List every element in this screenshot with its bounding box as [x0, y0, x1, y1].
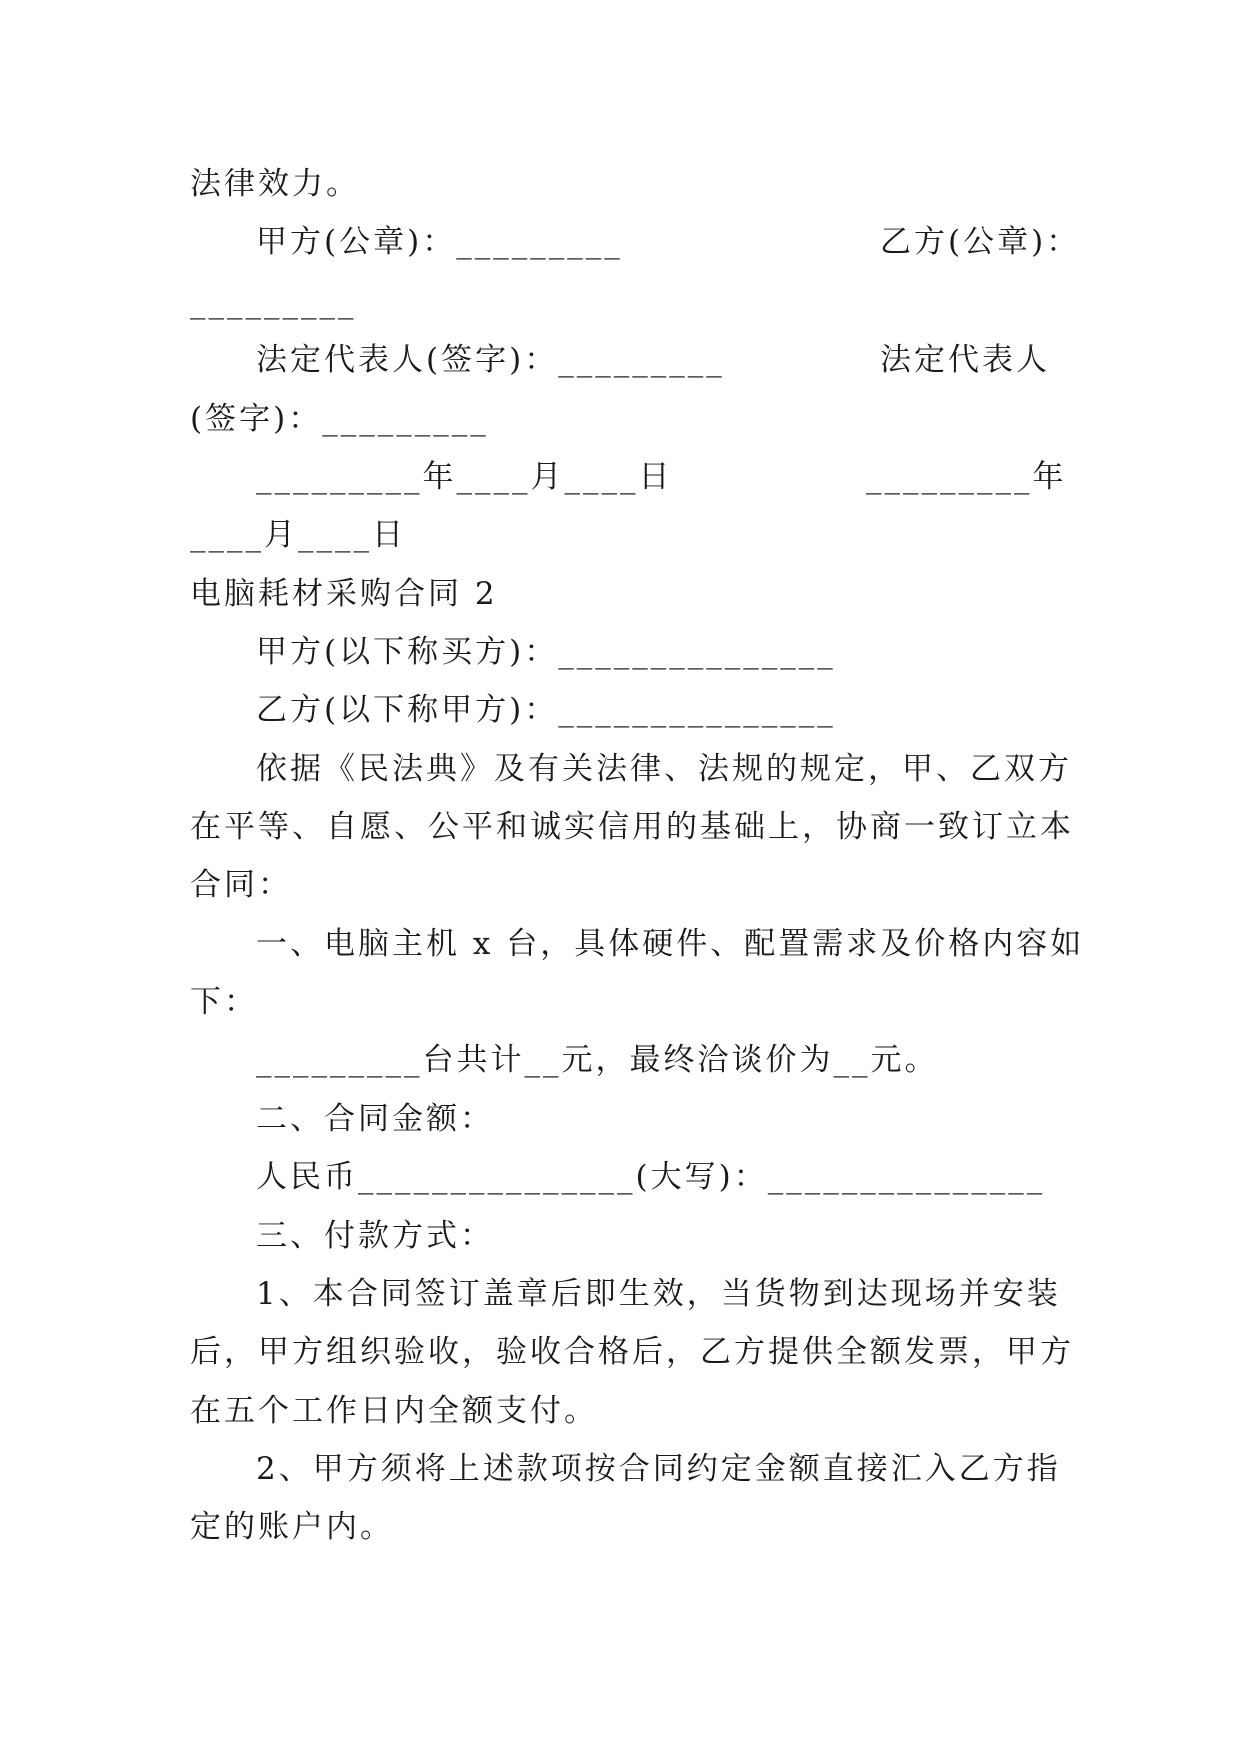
amount-line: 人民币_______________(大写)：_______________: [256, 1159, 1046, 1195]
text-line: 在五个工作日内全额支付。: [190, 1393, 598, 1429]
party-a-seal-line: 甲方(公章)：_________: [256, 224, 623, 260]
text-line: 1、本合同签订盖章后即生效，当货物到达现场并安装: [256, 1276, 1061, 1312]
party-b-date-rest: ____月____日: [190, 517, 406, 553]
buyer-line: 甲方(以下称买方)：_______________: [256, 634, 836, 670]
party-a-rep-line: 法定代表人(签字)：_________: [256, 342, 725, 378]
text-line: 定的账户内。: [190, 1509, 394, 1545]
party-b-rep-label: 法定代表人: [880, 342, 1050, 378]
party-b-date-year: _________年: [866, 459, 1067, 495]
text-line: 依据《民法典》及有关法律、法规的规定，甲、乙双方: [256, 751, 1072, 787]
party-a-date-line: _________年____月____日: [256, 459, 673, 495]
text-line: 下：: [190, 984, 258, 1020]
party-b-rep-signature: (签字)：_________: [190, 401, 489, 437]
section-heading: 三、付款方式：: [256, 1218, 494, 1254]
section-heading: 一、电脑主机 x 台，具体硬件、配置需求及价格内容如: [256, 926, 1085, 962]
text-line: 合同：: [190, 867, 292, 903]
contract-title: 电脑耗材采购合同 2: [190, 576, 498, 612]
text-line: 2、甲方须将上述款项按合同约定金额直接汇入乙方指: [256, 1451, 1061, 1487]
price-line: _________台共计__元，最终洽谈价为__元。: [256, 1042, 939, 1078]
seller-line: 乙方(以下称甲方)：_______________: [256, 692, 836, 728]
party-b-seal-label: 乙方(公章)：: [880, 224, 1081, 260]
section-heading: 二、合同金额：: [256, 1101, 494, 1137]
text-line: 后，甲方组织验收，验收合格后，乙方提供全额发票，甲方: [190, 1334, 1074, 1370]
text-line: 在平等、自愿、公平和诚实信用的基础上，协商一致订立本: [190, 809, 1074, 845]
text-line: 法律效力。: [190, 166, 360, 202]
party-b-seal-blank: _________: [190, 284, 357, 320]
